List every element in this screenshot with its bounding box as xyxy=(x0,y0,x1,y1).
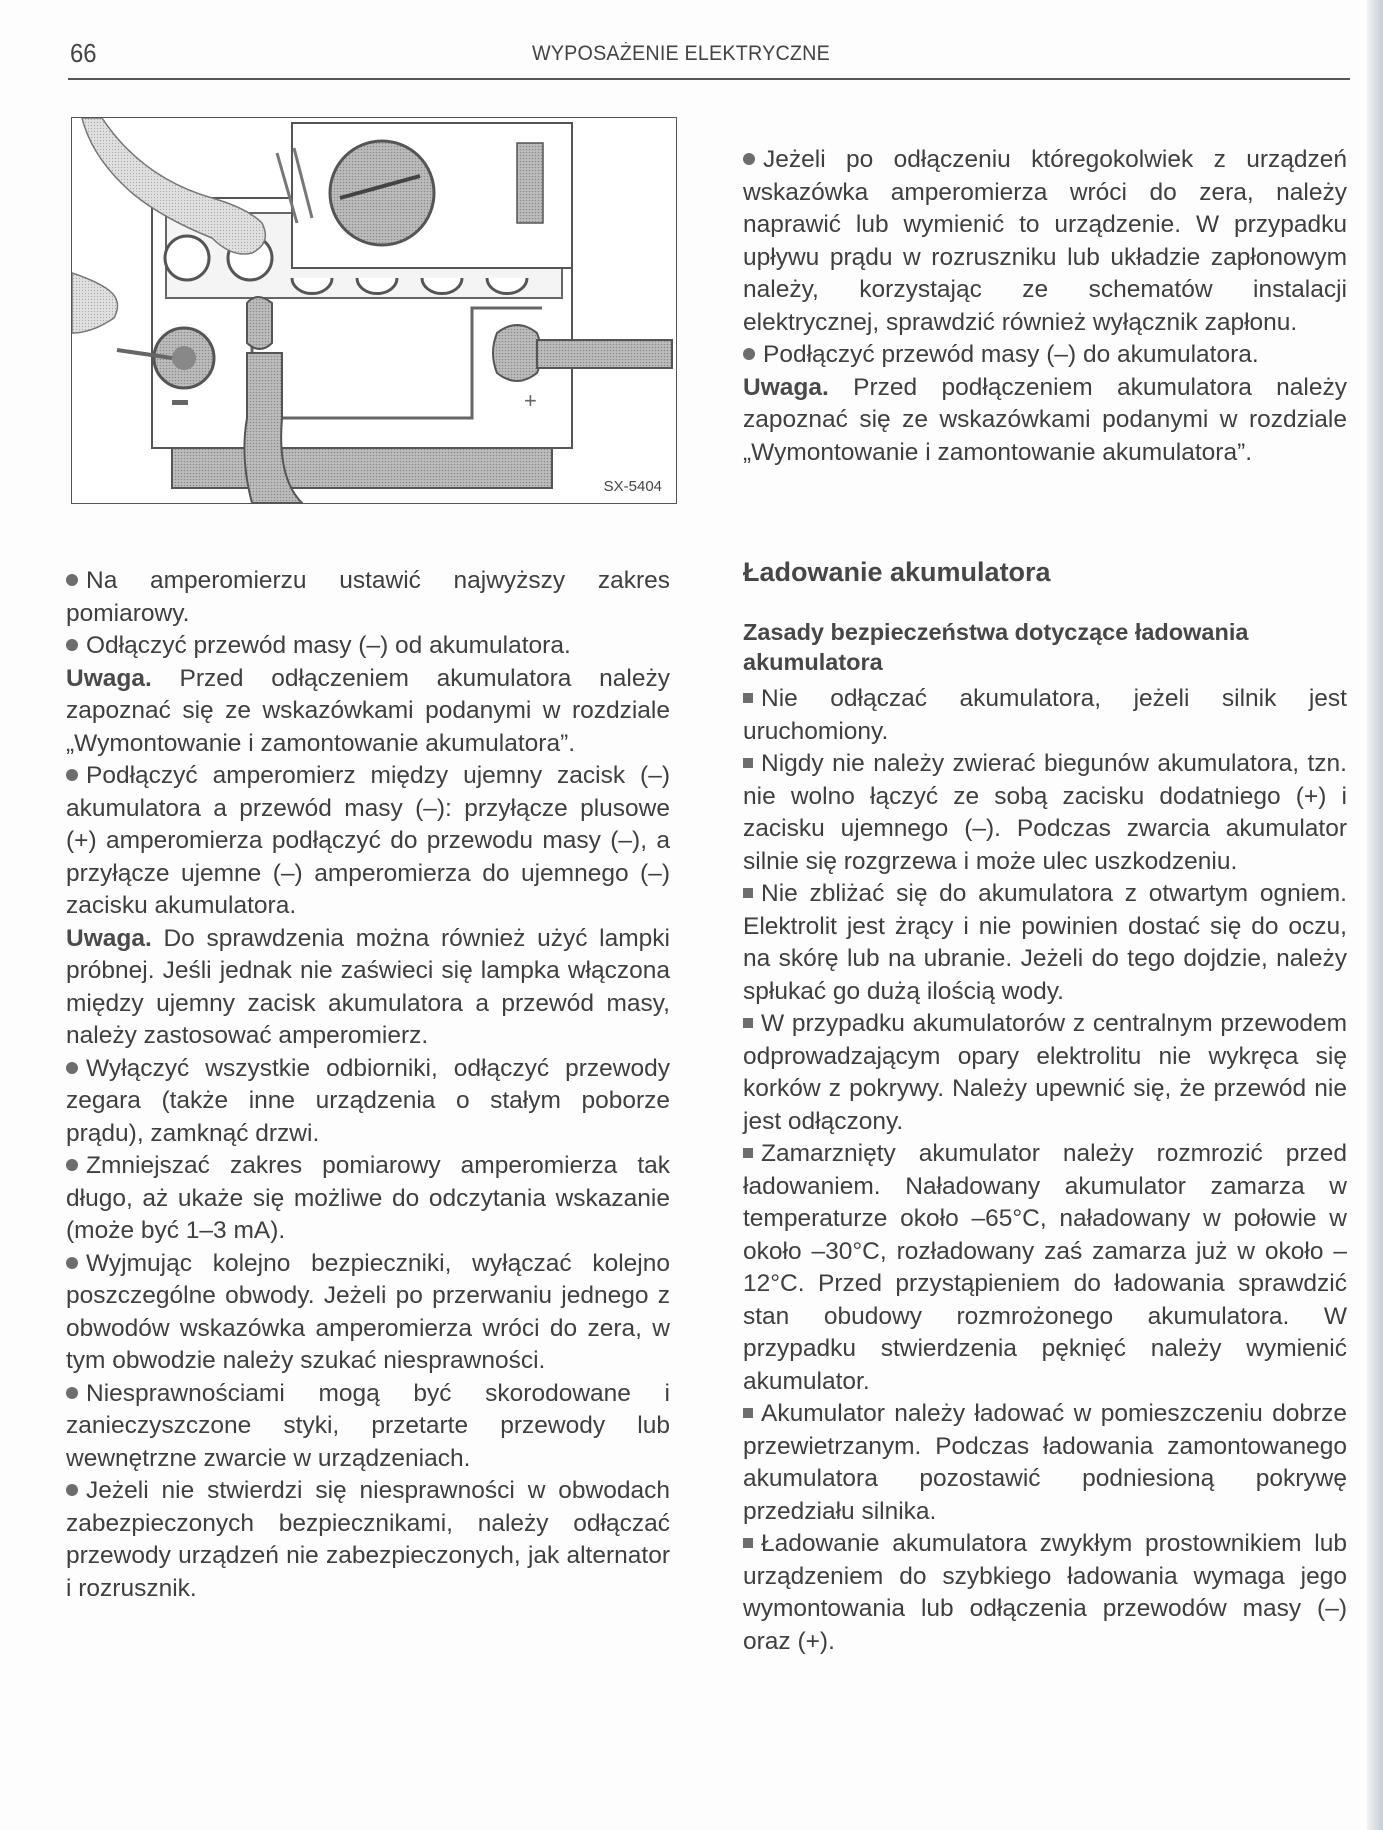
svg-text:+: + xyxy=(524,388,537,413)
bullet-dot-icon xyxy=(743,348,755,360)
list-item: Niesprawnościami mogą być skorodowane i zanieczyszczone styki, przetarte przewody lub wewnętrzne zwarcie w urządzeniach. xyxy=(66,1379,670,1472)
bullet-dot-icon xyxy=(66,769,78,781)
bullet-dot-icon xyxy=(66,1062,78,1074)
list-item: Jeżeli nie stwierdzi się niesprawności w obwodach zabezpieczonych bezpiecznikami, należy odłączać przewody urządzeń nie zabezpieczonych, jak alternator i rozrusznik. xyxy=(66,1477,670,1602)
battery-ammeter-illustration xyxy=(71,117,677,504)
list-item: Wyjmując kolejno bezpieczniki, wyłączać kolejno poszczególne obwody. Jeżeli po przerwaniu jednego z obwodów wskazówka amperomierza wróci do zera, w tym obwodzie należy szukać niesprawności. xyxy=(66,1249,670,1374)
list-item: Podłączyć amperomierz między ujemny zacisk (–) akumulatora a przewód masy (–): przyłącze plusowe (+) amperomierza podłączyć do przewodu masy (–), a przyłącze ujemne (–) amperomierza do ujemnego (–) zacisku akumulatora. xyxy=(66,762,670,919)
running-title: WYPOSAŻENIE ELEKTRYCZNE xyxy=(532,42,830,65)
note-label: Uwaga. xyxy=(743,373,829,401)
bullet-square-icon xyxy=(743,758,753,768)
note-label: Uwaga. xyxy=(66,924,152,952)
list-item: Jeżeli po odłączeniu któregokolwiek z urządzeń wskazówka amperomierza wróci do zera, należy naprawić lub wymienić to urządzenie. W przypadku upływu prądu w rozruszniku lub układzie zapłonowym należy, korzystając ze schematów instalacji elektrycznej, sprawdzić również wyłącznik zapłonu. xyxy=(743,146,1347,336)
bullet-square-icon xyxy=(743,1408,753,1418)
note-paragraph: Uwaga. Przed podłączeniem akumulatora należy zapoznać się ze wskazówkami podanymi w rozdziale „Wymontowanie i zamontowanie akumulatora”. xyxy=(743,373,1347,466)
page-number: 66 xyxy=(70,38,97,68)
bullet-dot-icon xyxy=(66,1257,78,1269)
note-label: Uwaga. xyxy=(66,664,152,692)
list-item: Na amperomierzu ustawić najwyższy zakres pomiarowy. xyxy=(66,567,670,627)
bullet-square-icon xyxy=(743,1148,753,1158)
note-paragraph: Uwaga. Przed odłączeniem akumulatora należy zapoznać się ze wskazówkami podanymi w rozdziale „Wymontowanie i zamontowanie akumulatora”. xyxy=(66,664,670,757)
right-column-top xyxy=(743,144,1347,469)
bullet-square-icon xyxy=(743,888,753,898)
list-item: Akumulator należy ładować w pomieszczeniu dobrze przewietrzanym. Podczas ładowania zamontowanego akumulatora pozostawić podniesioną pokrywę przedziału silnika. xyxy=(743,1400,1347,1525)
bullet-dot-icon xyxy=(66,1484,78,1496)
header-rule xyxy=(68,78,1350,80)
list-item: Nie odłączać akumulatora, jeżeli silnik jest uruchomiony. xyxy=(743,685,1347,745)
bullet-dot-icon xyxy=(66,639,78,651)
list-item: Nie zbliżać się do akumulatora z otwartym ogniem. Elektrolit jest żrący i nie powinien dostać się do oczu, na skórę lub na ubranie. Jeżeli do tego dojdzie, należy spłukać go dużą ilością wody. xyxy=(743,880,1347,1005)
list-item: W przypadku akumulatorów z centralnym przewodem odprowadzającym opary elektrolitu nie wykręca się korków z pokrywy. Należy upewnić się, że przewód nie jest odłączony. xyxy=(743,1010,1347,1135)
list-item: Zamarznięty akumulator należy rozmrozić przed ładowaniem. Naładowany akumulator zamarza w temperaturze około –65°C, naładowany w połowie w około –30°C, rozładowany zaś zamarza już w około –12°C. Przed przystąpieniem do ładowania sprawdzić stan obudowy rozmrożonego akumulatora. W przypadku stwierdzenia pęknięć należy wymienić akumulator. xyxy=(743,1140,1347,1395)
right-column-bottom xyxy=(743,555,1347,1658)
bullet-dot-icon xyxy=(66,1387,78,1399)
bullet-square-icon xyxy=(743,1538,753,1548)
bullet-dot-icon xyxy=(66,574,78,586)
note-paragraph: Uwaga. Do sprawdzenia można również użyć lampki próbnej. Jeśli jednak nie zaświeci się lampka włączona między ujemny zacisk akumulatora a przewód masy, należy zastosować amperomierz. xyxy=(66,924,670,1049)
bullet-dot-icon xyxy=(743,153,755,165)
list-item: Ładowanie akumulatora zwykłym prostownikiem lub urządzeniem do szybkiego ładowania wymaga jego wymontowania lub odłączenia przewodów masy (–) oraz (+). xyxy=(743,1530,1347,1655)
section-heading: Ładowanie akumulatora xyxy=(743,557,1051,587)
list-item: Nigdy nie należy zwierać biegunów akumulatora, tzn. nie wolno łączyć ze sobą zacisku dodatniego (+) i zacisku ujemnego (–). Podczas zwarcia akumulator silnie się rozgrzewa i może ulec uszkodzeniu. xyxy=(743,750,1347,875)
subsection-heading: Zasady bezpieczeństwa dotyczące ładowania akumulatora xyxy=(743,619,1249,675)
page-edge-shadow xyxy=(1367,0,1383,1830)
bullet-dot-icon xyxy=(66,1159,78,1171)
figure-code: SX-5404 xyxy=(603,478,662,495)
bullet-square-icon xyxy=(743,693,753,703)
list-item: Wyłączyć wszystkie odbiorniki, odłączyć przewody zegara (także inne urządzenia o stałym poborze prądu), zamknąć drzwi. xyxy=(66,1054,670,1147)
list-item: Odłączyć przewód masy (–) od akumulatora. xyxy=(66,630,670,663)
list-item: Zmniejszać zakres pomiarowy amperomierza tak długo, aż ukaże się możliwe do odczytania wskazanie (może być 1–3 mA). xyxy=(66,1152,670,1244)
list-item: Podłączyć przewód masy (–) do akumulatora. xyxy=(743,339,1347,372)
left-column xyxy=(66,565,670,1605)
bullet-square-icon xyxy=(743,1018,753,1028)
battery-illustration-icon xyxy=(72,118,676,503)
